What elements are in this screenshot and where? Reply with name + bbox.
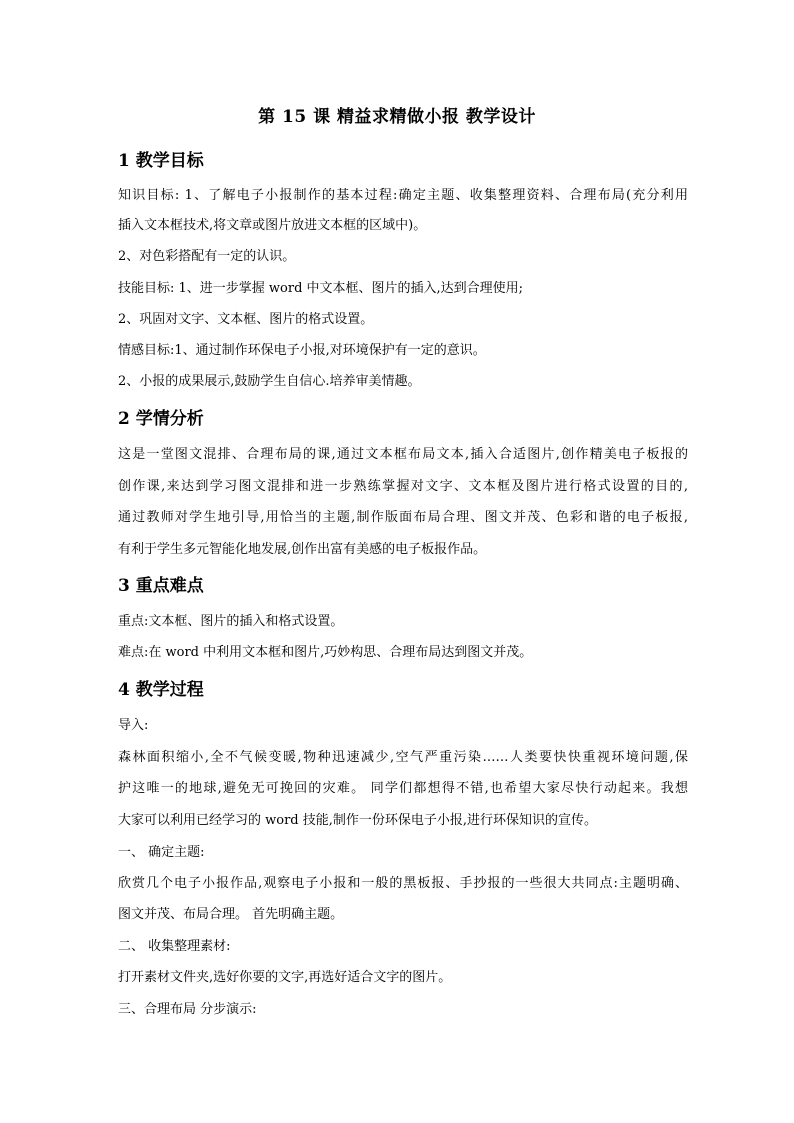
- section-heading-analysis: 2 学情分析: [118, 409, 204, 429]
- paragraph-line: 通过教师对学生地引导,用恰当的主题,制作版面布局合理、图文并茂、色彩和谐的电子板报,: [118, 510, 688, 525]
- section-heading-process: 4 教学过程: [118, 680, 204, 700]
- section-heading-key-points: 3 重点难点: [118, 576, 204, 596]
- paragraph-line: 二、 收集整理素材:: [118, 939, 231, 954]
- paragraph-line: 图文并茂、布局合理。 首先明确主题。: [118, 907, 344, 922]
- paragraph-line: 2、小报的成果展示,鼓励学生自信心.培养审美情趣。: [118, 374, 421, 389]
- paragraph-line: 欣赏几个电子小报作品,观察电子小报和一般的黑板报、手抄报的一些很大共同点:主题明确、: [118, 876, 688, 891]
- paragraph-line: 2、对色彩搭配有一定的认识。: [118, 249, 296, 264]
- paragraph-line: 插入文本框技术,将文章或图片放进文本框的区域中)。: [118, 218, 427, 233]
- paragraph-line: 知识目标: 1、了解电子小报制作的基本过程:确定主题、收集整理资料、合理布局(充分利用: [118, 188, 688, 203]
- paragraph-line: 护这唯一的地球,避免无可挽回的灾难。 同学们都想得不错,也希望大家尽快行动起来。我想: [118, 781, 688, 796]
- paragraph-line: 难点:在 word 中利用文本框和图片,巧妙构思、合理布局达到图文并茂。: [118, 645, 533, 660]
- section-heading-objectives: 1 教学目标: [118, 151, 204, 171]
- paragraph-line: 创作课,来达到学习图文混排和进一步熟练掌握对文字、文本框及图片进行格式设置的目的,: [118, 479, 688, 494]
- paragraph-line: 这是一堂图文混排、合理布局的课,通过文本框布局文本,插入合适图片,创作精美电子板报的: [118, 447, 688, 462]
- document-title: 第 15 课 精益求精做小报 教学设计: [258, 107, 536, 127]
- paragraph-line: 森林面积缩小,全不气候变暖,物种迅速减少,空气严重污染……人类要快快重视环境问题,保: [118, 750, 688, 765]
- paragraph-line: 三、合理布局 分步演示:: [118, 1002, 257, 1017]
- paragraph-line: 2、巩固对文字、文本框、图片的格式设置。: [118, 312, 374, 327]
- paragraph-line: 重点:文本框、图片的插入和格式设置。: [118, 614, 344, 629]
- paragraph-line: 打开素材文件夹,选好你要的文字,再选好适合文字的图片。: [118, 970, 452, 985]
- paragraph-line: 情感目标:1、通过制作环保电子小报,对环境保护有一定的意识。: [118, 343, 486, 358]
- paragraph-line: 有利于学生多元智能化地发展,创作出富有美感的电子板报作品。: [118, 542, 487, 557]
- paragraph-line: 大家可以利用已经学习的 word 技能,制作一份环保电子小报,进行环保知识的宣传。: [118, 813, 598, 828]
- paragraph-line: 一、 确定主题:: [118, 845, 205, 860]
- paragraph-line: 技能目标: 1、进一步掌握 word 中文本框、图片的插入,达到合理使用;: [118, 281, 524, 296]
- paragraph-line: 导入:: [118, 718, 149, 733]
